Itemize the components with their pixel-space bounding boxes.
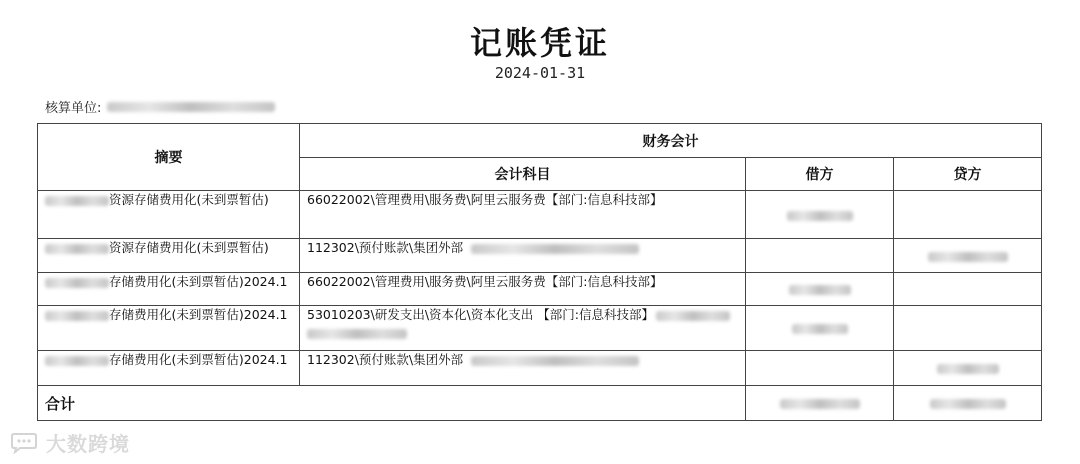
summary-text: 资源存储费用化(未到票暂估) <box>109 240 269 255</box>
account-text: 112302\预付账款\集团外部 <box>307 352 464 367</box>
watermark <box>8 428 130 457</box>
total-row <box>38 386 1042 421</box>
watermark-text: 大数跨境 <box>46 432 130 456</box>
credit-cell <box>894 191 1042 239</box>
debit-cell <box>746 306 894 351</box>
chat-bubble-icon <box>8 432 40 454</box>
voucher-title: 记账凭证 <box>469 24 610 62</box>
summary-redacted <box>45 311 109 321</box>
account-text: 53010203\研发支出\资本化\资本化支出 【部门:信息科技部】 <box>307 307 654 322</box>
header-credit: 贷方 <box>894 158 1042 191</box>
summary-redacted <box>45 278 109 288</box>
summary-text: 存储费用化(未到票暂估)2024.1 <box>109 274 288 289</box>
credit-redacted <box>937 364 999 374</box>
header-summary: 摘要 <box>38 124 300 191</box>
account-cell <box>300 306 746 351</box>
summary-redacted <box>45 244 109 254</box>
summary-text: 存储费用化(未到票暂估)2024.1 <box>109 307 288 322</box>
summary-text: 存储费用化(未到票暂估)2024.1 <box>109 352 288 367</box>
credit-cell <box>894 273 1042 306</box>
summary-redacted <box>45 196 109 206</box>
summary-cell <box>38 306 300 351</box>
account-cell <box>300 239 746 273</box>
table-row <box>38 306 1042 351</box>
total-credit-cell <box>894 386 1042 421</box>
accounting-unit-redacted <box>107 102 275 112</box>
header-account: 会计科目 <box>300 158 746 191</box>
total-credit-redacted <box>930 399 1006 409</box>
summary-cell <box>38 273 300 306</box>
debit-cell <box>746 191 894 239</box>
table-row <box>38 239 1042 273</box>
credit-redacted <box>928 252 1008 262</box>
account-redacted <box>307 329 407 339</box>
debit-redacted <box>787 211 853 221</box>
summary-cell <box>38 191 300 239</box>
table-row <box>38 191 1042 239</box>
accounting-unit-label: 核算单位: <box>45 101 102 116</box>
table-row <box>38 273 1042 306</box>
debit-redacted <box>789 285 851 295</box>
header-financial-accounting: 财务会计 <box>300 124 1042 158</box>
voucher-date: 2024-01-31 <box>494 64 586 82</box>
debit-cell <box>746 273 894 306</box>
account-cell <box>300 351 746 386</box>
header-debit: 借方 <box>746 158 894 191</box>
account-redacted <box>471 244 639 254</box>
voucher-table <box>37 123 1042 421</box>
accounting-unit-row <box>45 97 275 116</box>
account-redacted <box>656 311 730 321</box>
credit-cell <box>894 239 1042 273</box>
summary-cell <box>38 239 300 273</box>
total-debit-redacted <box>780 399 860 409</box>
debit-cell <box>746 351 894 386</box>
credit-cell <box>894 351 1042 386</box>
account-cell: 66022002\管理费用\服务费\阿里云服务费【部门:信息科技部】 <box>300 191 746 239</box>
account-redacted <box>471 356 639 366</box>
summary-redacted <box>45 356 109 366</box>
total-debit-cell <box>746 386 894 421</box>
total-label: 合计 <box>38 386 746 421</box>
debit-redacted <box>792 324 848 334</box>
account-cell: 66022002\管理费用\服务费\阿里云服务费【部门:信息科技部】 <box>300 273 746 306</box>
credit-cell <box>894 306 1042 351</box>
debit-cell <box>746 239 894 273</box>
table-row <box>38 351 1042 386</box>
account-text: 112302\预付账款\集团外部 <box>307 240 464 255</box>
summary-cell <box>38 351 300 386</box>
summary-text: 资源存储费用化(未到票暂估) <box>109 192 269 207</box>
